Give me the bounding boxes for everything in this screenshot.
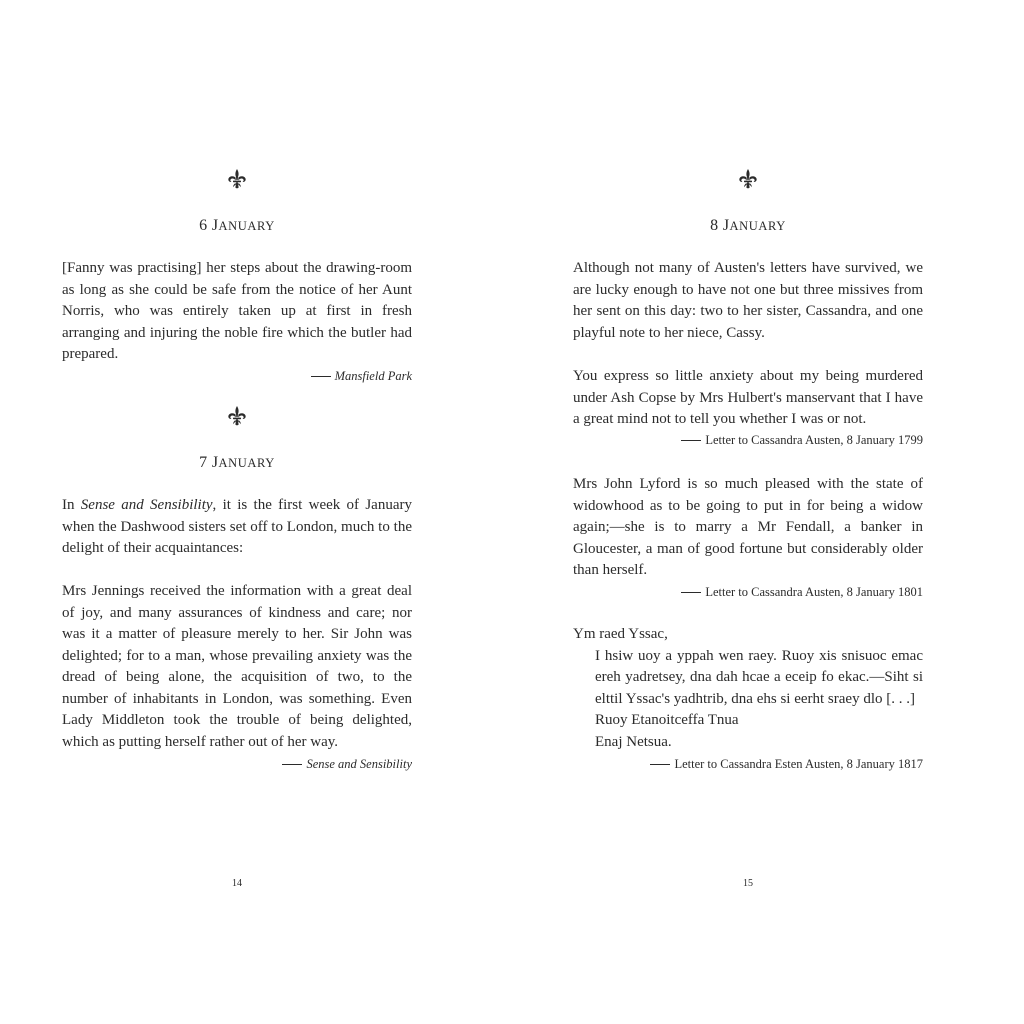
sense-sensibility-quote: Mrs Jennings received the information with a great deal of joy, and many assurances of kindness and care; nor was it a matter of pleasure merely to her. Sir John was delighted; for to a man, whose prevailing anxiety was the dread of being alone, the acquisition of two, to the number of inhabitants in London, was something. Even Lady Middleton took the trouble of being delighted, which as putting herself rather out of her way. — [62, 583, 412, 750]
em-dash-rule — [681, 592, 701, 593]
attribution-letter-1817 — [573, 756, 923, 772]
date-heading-6-january — [62, 216, 412, 236]
attribution-mansfield-park — [62, 368, 412, 384]
attribution-text: Letter to Cassandra Austen, 8 January 1799 — [705, 433, 923, 447]
attribution-letter-1799 — [573, 432, 923, 448]
date-number: 8 — [710, 217, 719, 234]
date-month-initial: J — [211, 217, 219, 234]
fleur-de-lis-icon — [62, 405, 412, 429]
intro-prefix: In — [62, 497, 81, 513]
date-month-initial: J — [722, 217, 730, 234]
intro-book-title: Sense and Sensibility — [80, 497, 213, 513]
attribution-letter-1801 — [573, 584, 923, 600]
date-heading-7-january — [62, 453, 412, 473]
date-month-rest: ANUARY — [218, 219, 275, 233]
letter-salutation: Ym raed Yssac, — [573, 626, 668, 642]
fleur-de-lis-icon — [573, 168, 923, 192]
em-dash-rule — [311, 376, 331, 377]
date-heading-8-january — [573, 216, 923, 236]
date-number: 6 — [199, 217, 208, 234]
date-month-initial: J — [211, 454, 219, 471]
attribution-title: Mansfield Park — [334, 369, 412, 383]
letter-1801-quote: Mrs John Lyford is so much pleased with the state of widowhood as to be going to put in for being a widow again;—she is to marry a Mr Fendall, a banker in Gloucester, a man of good fortune but considerably older than herself. — [573, 476, 923, 578]
em-dash-rule — [681, 440, 701, 441]
em-dash-rule — [650, 764, 670, 765]
em-dash-rule — [282, 764, 302, 765]
page-number-left: 14 — [232, 878, 242, 889]
sense-sensibility-intro — [62, 495, 412, 560]
letter-body: I hsiw uoy a yppah wen raey. Ruoy xis snisuoc emac ereh yadretsey, dna dah hcae a eceip fo ekac.—Siht si elttil Yssac's yadhtrib, dna ehs si eerht sraey dlo [. . .] — [595, 647, 923, 707]
date-month-rest: ANUARY — [218, 456, 275, 470]
fleur-de-lis-icon — [62, 168, 412, 192]
letter-1817 — [573, 624, 923, 753]
attribution-sense-and-sensibility — [62, 756, 412, 772]
attribution-text: Letter to Cassandra Austen, 8 January 1801 — [705, 585, 923, 599]
attribution-text: Letter to Cassandra Esten Austen, 8 January 1817 — [674, 757, 923, 771]
letters-intro: Although not many of Austen's letters have survived, we are lucky enough to have not one but three missives from her sent on this day: two to her sister, Cassandra, and one playful note to her niece, Cassy. — [573, 260, 923, 341]
page-number-right: 15 — [743, 878, 753, 889]
right-page — [573, 0, 923, 1024]
date-month-rest: ANUARY — [729, 219, 786, 233]
intro-suffix: , it is the first week of January when the Dashwood sisters set off to London, much to the delight of their acquaintances: — [62, 497, 412, 556]
mansfield-park-quote: [Fanny was practising] her steps about the drawing-room as long as she could be safe from the notice of her Aunt Norris, who was entirely taken up at first in fresh arranging and injuring the noble fire which the butler had prepared. — [62, 260, 412, 362]
letter-1799-quote: You express so little anxiety about my being murdered under Ash Copse by Mrs Hulbert's manservant that I have a great mind not to tell you whether I was or not. — [573, 368, 923, 427]
date-number: 7 — [199, 454, 208, 471]
left-page — [62, 0, 412, 1024]
attribution-title: Sense and Sensibility — [306, 757, 412, 771]
letter-closing-2: Enaj Netsua. — [595, 733, 672, 750]
letter-closing-1: Ruoy Etanoitceffa Tnua — [595, 712, 739, 728]
